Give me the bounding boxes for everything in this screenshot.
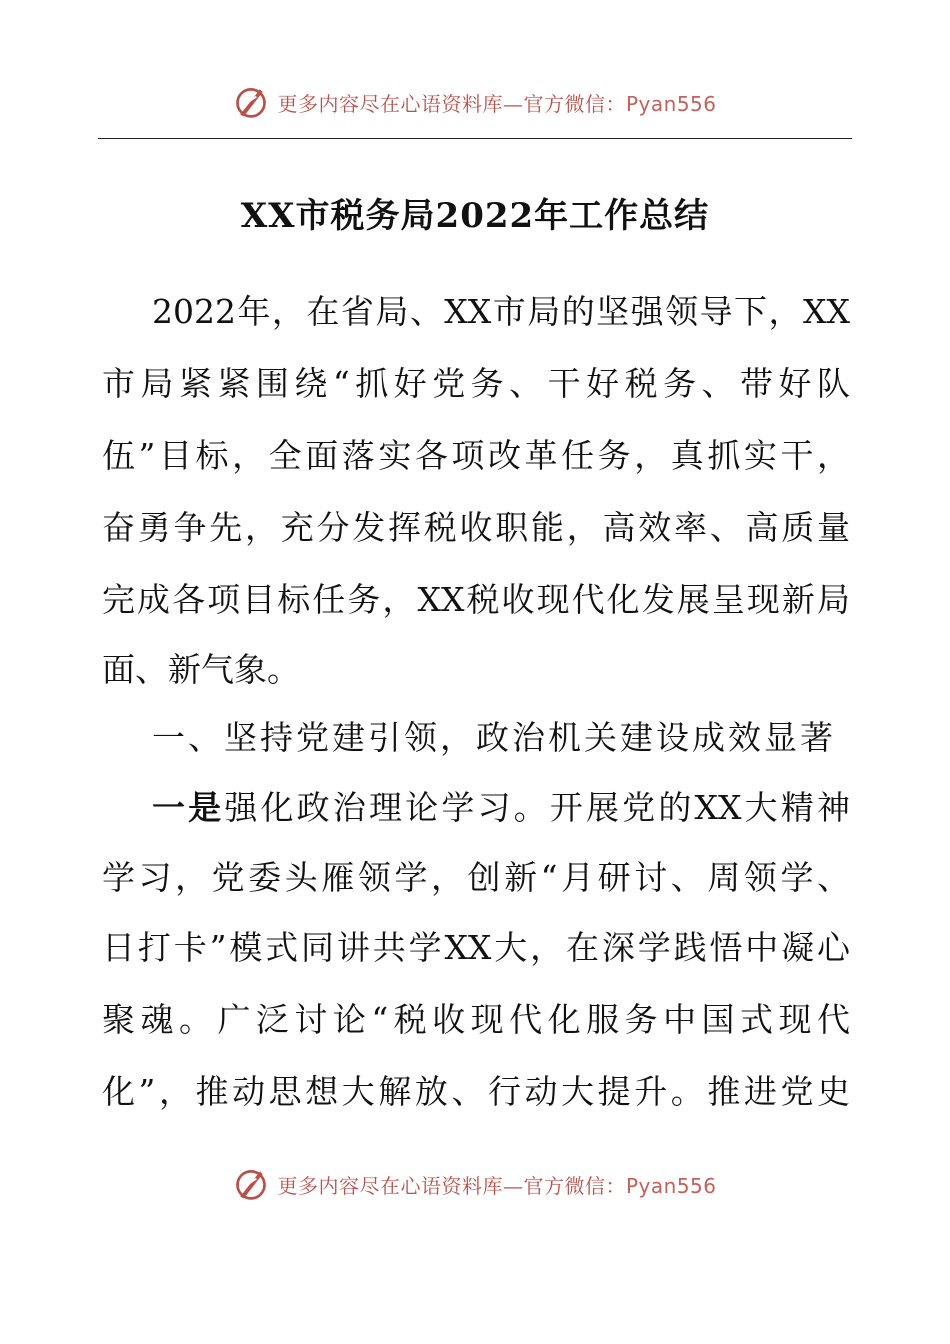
document-title: XX市税务局2022年工作总结 (240, 196, 710, 236)
paragraph-line: 化”，推动思想大解放、行动大提升。推进党史 (102, 1072, 850, 1111)
paragraph-line: 日打卡”模式同讲共学XX大，在深学践悟中凝心 (102, 928, 850, 967)
banner-text: 更多内容尽在心语资料库—官方微信：Pyan556 (277, 1173, 717, 1198)
banner-text: 更多内容尽在心语资料库—官方微信：Pyan556 (277, 91, 717, 116)
lead-rest: 强化政治理论学习。开展党的XX大精神 (224, 788, 850, 827)
bold-lead: 一是 (152, 788, 225, 827)
paragraph-line: 完成各项目标任务，XX税收现代化发展呈现新局 (102, 580, 850, 619)
paragraph-line: 聚魂。广泛讨论“税收现代化服务中国式现代 (102, 1000, 850, 1039)
paragraph-line: 伍”目标，全面落实各项改革任务，真抓实干， (102, 436, 850, 475)
section-heading: 一、坚持党建引领，政治机关建设成效显著 (152, 718, 836, 757)
paragraph-line (152, 788, 850, 828)
quill-pen-logo-icon (233, 1166, 269, 1202)
header-divider (98, 138, 852, 139)
footer-banner (0, 1162, 950, 1206)
paragraph-line: 2022年，在省局、XX市局的坚强领导下，XX (152, 292, 850, 331)
paragraph-line: 奋勇争先，充分发挥税收职能，高效率、高质量 (102, 508, 850, 547)
paragraph-line: 面、新气象。 (102, 650, 300, 689)
paragraph-line: 学习，党委头雁领学，创新“月研讨、周领学、 (102, 858, 850, 897)
paragraph-line: 市局紧紧围绕“抓好党务、干好税务、带好队 (102, 364, 850, 403)
wechat-id: Pyan556 (625, 1173, 717, 1198)
quill-pen-logo-icon (233, 84, 269, 120)
wechat-id: Pyan556 (625, 91, 717, 116)
header-banner (0, 80, 950, 124)
